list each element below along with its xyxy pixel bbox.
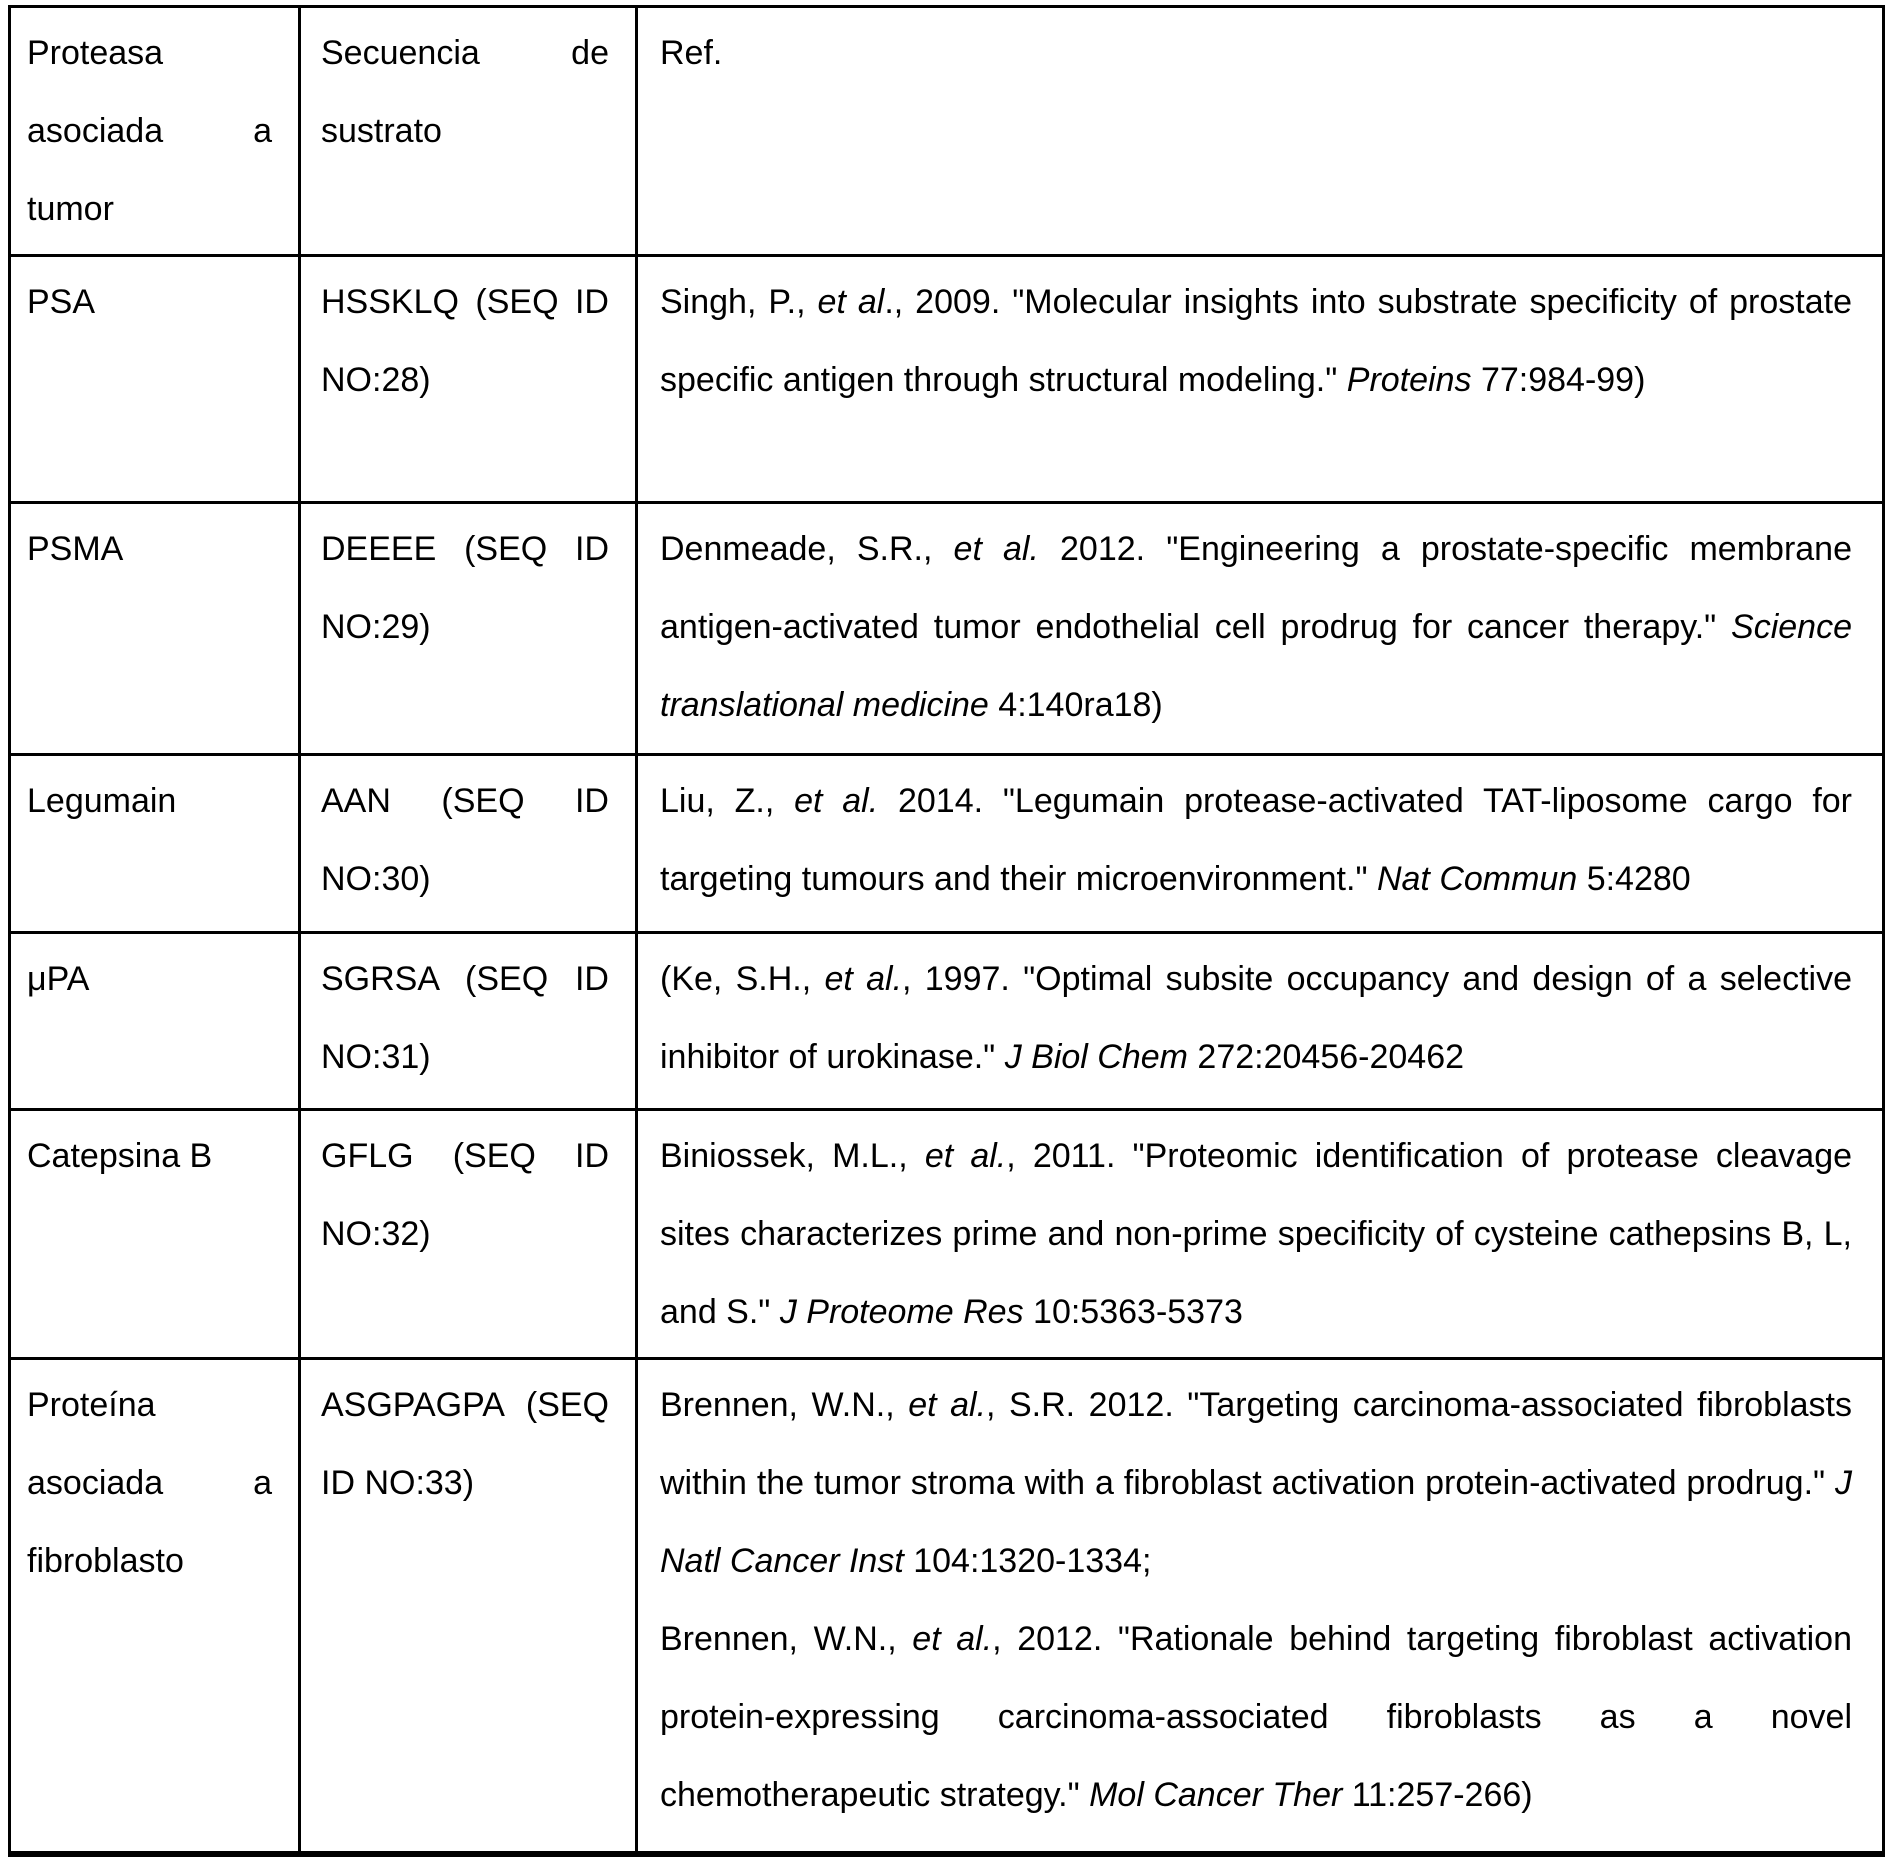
ref-segment-italic: Mol Cancer Ther bbox=[1089, 1776, 1343, 1814]
table-row bbox=[10, 256, 1884, 503]
protease-cell: μPA bbox=[10, 933, 300, 1110]
ref-paragraph bbox=[660, 1117, 1852, 1351]
ref-segment: Biniossek, M.L., bbox=[660, 1137, 925, 1175]
ref-cell bbox=[637, 503, 1884, 755]
substrate-cell: HSSKLQ (SEQ ID NO:28) bbox=[300, 256, 637, 503]
ref-paragraph bbox=[660, 1600, 1852, 1834]
substrate-cell: SGRSA (SEQ ID NO:31) bbox=[300, 933, 637, 1110]
header-protease: Proteasa asociada a tumor bbox=[10, 7, 300, 256]
ref-segment-italic: et al. bbox=[908, 1386, 987, 1424]
ref-segment: , 2011. "Proteomic identification of protease cleavage sites characterizes prime and non-prime specificity of cysteine cathepsins B, L, and S." bbox=[660, 1137, 1853, 1331]
ref-segment-italic: et al. bbox=[953, 530, 1039, 568]
ref-segment: Brennen, W.N., bbox=[660, 1620, 913, 1658]
ref-segment-italic: et al. bbox=[912, 1620, 993, 1658]
ref-cell bbox=[637, 755, 1884, 933]
ref-paragraph bbox=[660, 263, 1852, 419]
ref-segment: 77:984-99) bbox=[1471, 361, 1646, 399]
protease-cell: Catepsina B bbox=[10, 1110, 300, 1359]
ref-cell bbox=[637, 1359, 1884, 1854]
ref-segment: , 1997. "Optimal subsite occupancy and design of a selective inhibitor of urokinase." bbox=[660, 960, 1852, 1076]
table-row bbox=[10, 503, 1884, 755]
ref-cell bbox=[637, 933, 1884, 1110]
ref-segment: 2014. "Legumain protease-activated TAT-liposome cargo for targeting tumours and their microenvironment." bbox=[660, 782, 1852, 898]
table-row bbox=[10, 1110, 1884, 1359]
ref-paragraph bbox=[660, 510, 1852, 744]
ref-segment: (Ke, S.H., bbox=[660, 960, 825, 998]
ref-segment-italic: et al bbox=[817, 283, 885, 321]
ref-segment-italic: et al. bbox=[824, 960, 903, 998]
ref-segment-italic: Science translational medicine bbox=[660, 608, 1852, 724]
tumor-protease-substrate-table bbox=[8, 5, 1885, 1857]
ref-paragraph bbox=[660, 940, 1852, 1096]
ref-segment: ., 2009. "Molecular insights into substrate specificity of prostate specific antigen through structural modeling." bbox=[660, 283, 1852, 399]
header-row bbox=[10, 7, 1884, 256]
protease-cell: PSA bbox=[10, 256, 300, 503]
ref-segment-italic: J Biol Chem bbox=[1004, 1038, 1188, 1076]
ref-segment: Denmeade, S.R., bbox=[660, 530, 954, 568]
ref-segment: Brennen, W.N., bbox=[660, 1386, 909, 1424]
ref-segment: 104:1320-1334; bbox=[903, 1542, 1152, 1580]
ref-segment-italic: J Proteome Res bbox=[779, 1293, 1024, 1331]
header-substrate: Secuencia de sustrato bbox=[300, 7, 637, 256]
protease-cell: Proteína asociada a fibroblasto bbox=[10, 1359, 300, 1854]
ref-segment: 10:5363-5373 bbox=[1023, 1293, 1243, 1331]
protease-cell: PSMA bbox=[10, 503, 300, 755]
ref-segment: 4:140ra18) bbox=[988, 686, 1163, 724]
substrate-cell: AAN (SEQ ID NO:30) bbox=[300, 755, 637, 933]
ref-segment: , 2012. "Rationale behind targeting fibroblast activation protein-expressing carcinoma-associated fibroblasts as a novel chemotherapeutic strategy." bbox=[660, 1620, 1852, 1814]
header-ref: Ref. bbox=[637, 7, 1884, 256]
ref-segment: Singh, P., bbox=[660, 283, 818, 321]
protease-cell: Legumain bbox=[10, 755, 300, 933]
ref-segment: Liu, Z., bbox=[660, 782, 795, 820]
table-row bbox=[10, 755, 1884, 933]
substrate-cell: ASGPAGPA (SEQ ID NO:33) bbox=[300, 1359, 637, 1854]
ref-segment: 5:4280 bbox=[1577, 860, 1691, 898]
ref-segment-italic: et al. bbox=[794, 782, 879, 820]
table-row bbox=[10, 1359, 1884, 1854]
ref-segment-italic: Nat Commun bbox=[1376, 860, 1578, 898]
ref-segment: 2012. "Engineering a prostate-specific membrane antigen-activated tumor endothelial cell prodrug for cancer therapy." bbox=[660, 530, 1852, 646]
ref-cell bbox=[637, 256, 1884, 503]
ref-segment-italic: J Natl Cancer Inst bbox=[660, 1464, 1852, 1580]
table-header bbox=[10, 7, 1884, 256]
ref-segment: 11:257-266) bbox=[1342, 1776, 1533, 1814]
ref-paragraph bbox=[660, 1366, 1852, 1600]
table-body bbox=[10, 256, 1884, 1854]
ref-segment: 272:20456-20462 bbox=[1187, 1038, 1465, 1076]
substrate-cell: GFLG (SEQ ID NO:32) bbox=[300, 1110, 637, 1359]
ref-cell bbox=[637, 1110, 1884, 1359]
ref-segment: , S.R. 2012. "Targeting carcinoma-associated fibroblasts within the tumor stroma with a fibroblast activation protein-activated prodrug." bbox=[660, 1386, 1852, 1502]
table-row bbox=[10, 933, 1884, 1110]
substrate-cell: DEEEE (SEQ ID NO:29) bbox=[300, 503, 637, 755]
ref-paragraph bbox=[660, 762, 1852, 918]
ref-segment-italic: et al. bbox=[924, 1137, 1007, 1175]
ref-segment-italic: Proteins bbox=[1346, 361, 1472, 399]
